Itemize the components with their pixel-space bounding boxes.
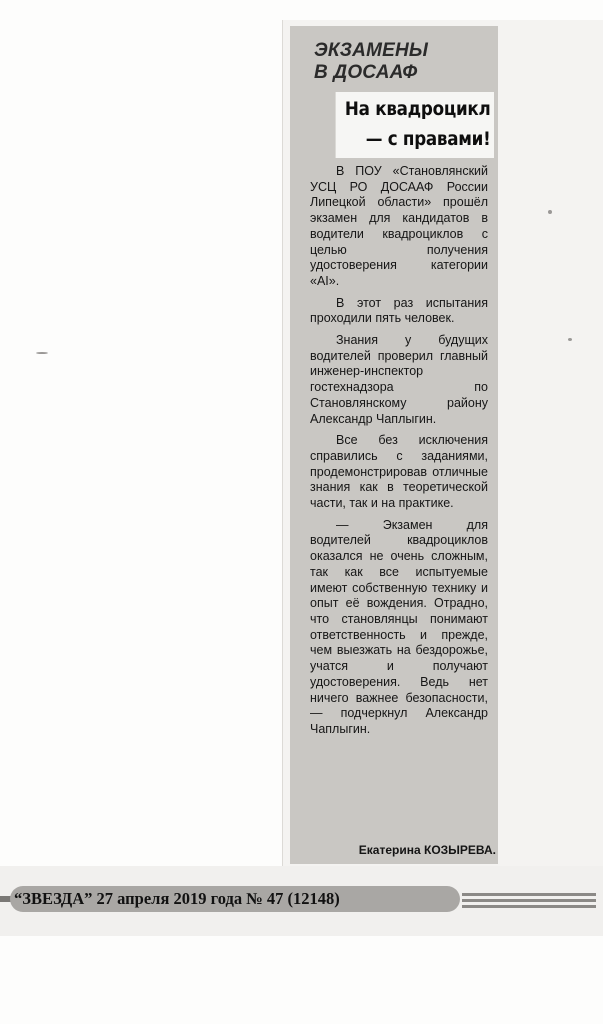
paragraph-1: В ПОУ «Становлянский УСЦ РО ДОСААФ России Липецкой области» прошёл экзамен для кандидатов в водители квадроциклов с целью получения удостоверения категории «AI».: [310, 164, 488, 288]
paragraph-4: Все без исключения справились с заданиями, продемонстрировав отличные знания как в теоретической части, так и на практике.: [310, 433, 488, 511]
scan-speck: [568, 338, 572, 341]
paragraph-2: В этот раз испытания проходили пять человек.: [310, 295, 488, 326]
scan-speck: [548, 210, 552, 214]
headline-line-2: — с правами!: [365, 128, 491, 150]
article-rubric: [314, 40, 494, 84]
paragraph-5: — Экзамен для водителей квадроциклов оказался не очень сложным, так как все испытуемые имеют собственную технику и опыт её вождения. Отрадно, что становлянцы понимают ответственность и прежде, чем выезжать на бездорожье, учатся и получают удостоверения. Ведь нет ничего важнее безопасности, — подчеркнул Александр Чаплыгин.: [310, 517, 488, 736]
footer-rule-right-1: [462, 893, 596, 896]
rubric-line-2: В ДОСААФ: [314, 62, 418, 83]
article-author: Екатерина КОЗЫРЕВА.: [358, 843, 496, 857]
footer-masthead: “ЗВЕЗДА” 27 апреля 2019 года № 47 (12148): [14, 889, 340, 908]
scan-speck: [36, 352, 48, 354]
footer-rule-right-2: [462, 899, 596, 902]
headline-line-1: На квадроцикл: [344, 98, 491, 120]
footer-rule-right-3: [462, 905, 596, 908]
paragraph-3: Знания у будущих водителей проверил главный инженер-инспектор гостехнадзора по Становлянскому району Александр Чаплыгин.: [310, 333, 488, 426]
article-body: [310, 164, 488, 744]
rubric-line-1: ЭКЗАМЕНЫ: [314, 40, 429, 61]
article-headline: [336, 92, 494, 158]
